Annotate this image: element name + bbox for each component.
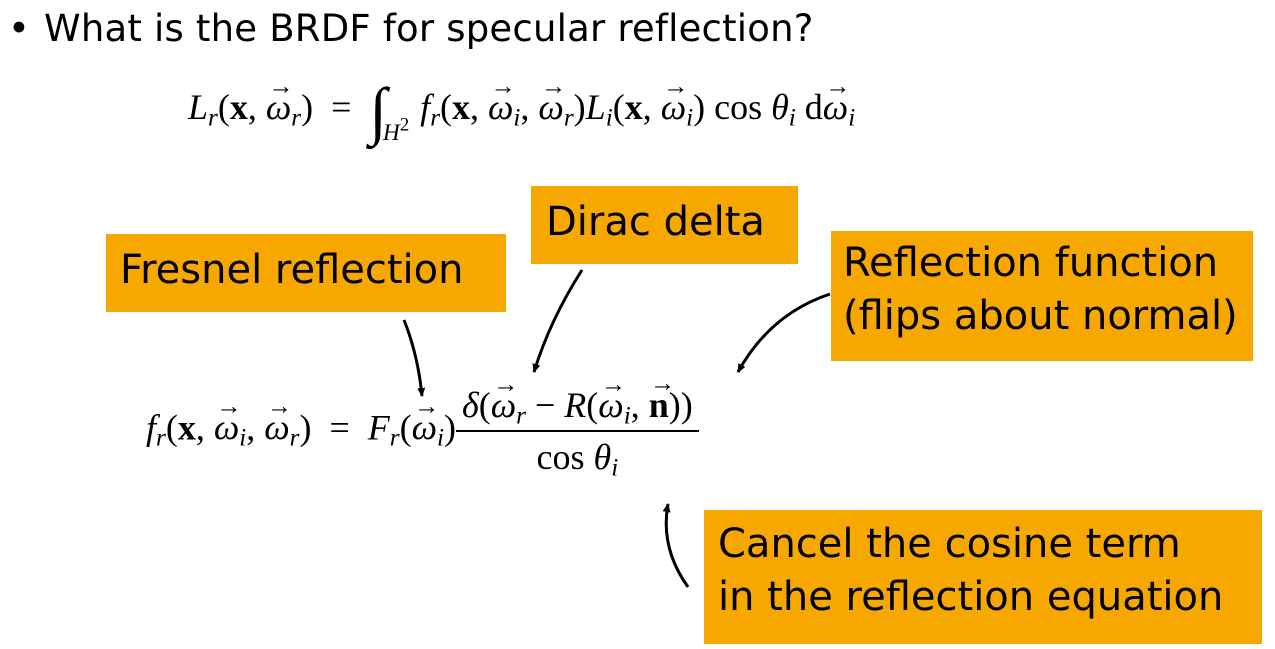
arrow-dirac (534, 270, 582, 372)
callout-dirac-text: Dirac delta (546, 199, 765, 245)
arrow-reflection (738, 294, 830, 372)
fraction-denominator: $\cos \theta_i$ (536, 437, 619, 482)
callout-fresnel-text: Fresnel reflection (120, 247, 464, 293)
arrow-cosine (666, 504, 688, 587)
reflection-equation: $L_r(x$, → $\omega_r) = \int_{H^2}$ $f_r(x$, → $\omega_i$, → $\omega_r)L_i(x$, → $\omega_i$) $\cos \theta_i$ $d\to \omega_i$ (188, 86, 855, 133)
specular-brdf-equation: $f_r(x$, → $\omega_i$, → $\omega_r) = F_r(\to \omega_i)$ $\frac{\delta(\to \omega_r - R(\to \omega_i, \to n))}{\cos \theta_i}$ (146, 384, 699, 478)
callout-cosine-line1: Cancel the cosine term (718, 521, 1181, 567)
callout-reflection-line2: (flips about normal) (843, 292, 1238, 339)
callout-cosine-line2: in the reflection equation (718, 573, 1224, 620)
arrow-fresnel (404, 320, 422, 396)
callout-reflection-line1: Reflection function (843, 240, 1219, 286)
bullet-dot: • (8, 7, 31, 50)
question-text: What is the BRDF for specular reflection? (44, 7, 814, 50)
fraction-numerator: $\delta(\to \omega_r - R(\to \omega_i$, → n)) (456, 384, 699, 432)
